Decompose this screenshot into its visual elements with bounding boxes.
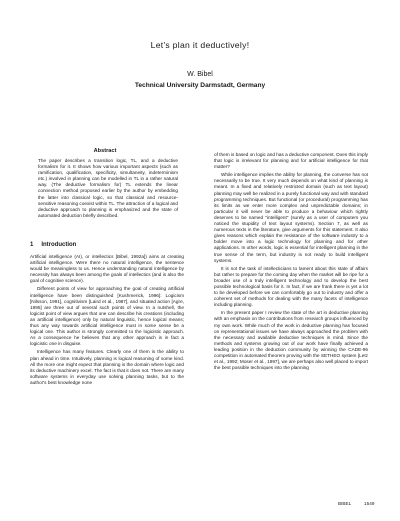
section-title: Introduction	[41, 242, 77, 248]
body-paragraph: Different points of view for approaching the goal of creating artificial intelligence have been distinguished [Kushmerick, 1996]: Logicism [Nilsson, 1991], cognitivism [Laird et al., 1987], and situated action [Agre, 1995] are three out of several such points of view. In a nutshell, the logicist point of view argues that one can describe his creations (including an artificial intelligence) only by natural linguistic, hence logical means; thus any way towards artificial intelligence must in some sense be a logical one. This author is strongly committed to the logicistic approach. As a consequence he believes that any other approach is in fact a logicistic one in disguise.	[30, 286, 184, 347]
author-affiliation: Technical University Darmstadt, Germany	[134, 82, 266, 89]
running-footer-name: BIBEL	[338, 501, 352, 506]
abstract-paragraph: The paper describes a transition logic, TL, and a deductive formalism for it. It shows how various important aspects (such as ramification, qualification, specificity, simultaneity, indeterminism etc.) involved in planning can be modelled in TL in a rather natural way. (The deductive formalism for) TL extends the linear connection method proposed earlier by the author by embedding the latter into classical logic, so that classical and resource-sensitive reasoning coexist within TL. The attraction of a logical and deductive approach to planning is emphasized and the state of automated deduction briefly described.	[38, 158, 179, 218]
body-paragraph: In the present paper I review the state of the art in deductive planning with an emphasis on the contributions from research groups influenced by my own work. While much of the work in deductive planning has focused on representational issues we have always approached the problem with the necessary and available deductive techniques in mind. Since the methods and systems growing out of our work have finally achieved a leading position in the deduction community by winning the CADE-96 competition in automated theorem proving with the SETHEO system [Letz et al., 1992; Moser et al., 1997], we are perhaps also well placed to import the best possible techniques into the planning	[214, 310, 368, 371]
body-paragraph: While intelligence implies the ability for planning, the converse has not necessarily to be true. It very much depends on what kind of planning is meant. In a fixed and relatively restricted domain (such as text layout) planning may well be realized in a purely functional way and with standard programming techniques. But functional (or procedural) programming has its limits as we enter more complex and unpredictable domains; in particular it will never be able to produce a behaviour which rightly deserves to be named "intelligent" (surely as a user of computers you noticed the stupidity of text layout systems). Section 7, as well as numerous texts in the literature, give arguments for this statement. It also gives reasons which explain the resistance of the software industry to a bolder move into a logic technology for planning and for other applications. In other words, logic is essential for intelligent planning in the true sense of the term, but industry is not ready to build intelligent systems.	[214, 172, 368, 263]
abstract-text	[38, 158, 178, 221]
section-number: 1	[30, 242, 34, 248]
section-heading	[30, 242, 84, 248]
paper-title: Let's plan it deductively!	[150, 40, 250, 50]
abstract-heading: Abstract	[93, 148, 117, 154]
right-column-body	[214, 152, 368, 373]
body-paragraph: Intelligence has many features. Clearly one of them is the ability to plan ahead in time. Intuitively, planning is logical reasoning of some kind. All the more one might expect that planning is the domain where logic and its deductive machinery excel. The fact is that it does not. There are many software systems in everyday use solving planning tasks, but to the author's best knowledge none	[30, 349, 184, 385]
body-paragraph: of them is based on logic and has a deductive component. Does this imply that logic is irrelevant for planning and for artificial intelligence for that matter?	[214, 152, 368, 170]
left-column-body	[30, 254, 184, 388]
body-paragraph: It is not the task of intellecticians to lament about this state of affairs but rather to prepare for the coming day when the market will be ripe for a broader use of a truly intelligent technology and to develop the best possible technological basis for it. In fact, if we are frank there is yet a lot to be developed before we can comfortably go out to industry and offer a coherent set of methods for dealing with the many facets of intelligence including planning.	[214, 265, 368, 308]
body-paragraph: Artificial intelligence (AI), or intellectics [Bibel, 1992a]) aims at creating artificial intelligence. Were there no natural intelligence, the sentence would be meaningless to us. Hence understanding natural intelligence by necessity has always been among the goals of intellectics (and is also the goal of cognitive science).	[30, 254, 184, 284]
page-number: 1549	[364, 501, 375, 506]
author-name: W. Bibel	[187, 71, 213, 78]
